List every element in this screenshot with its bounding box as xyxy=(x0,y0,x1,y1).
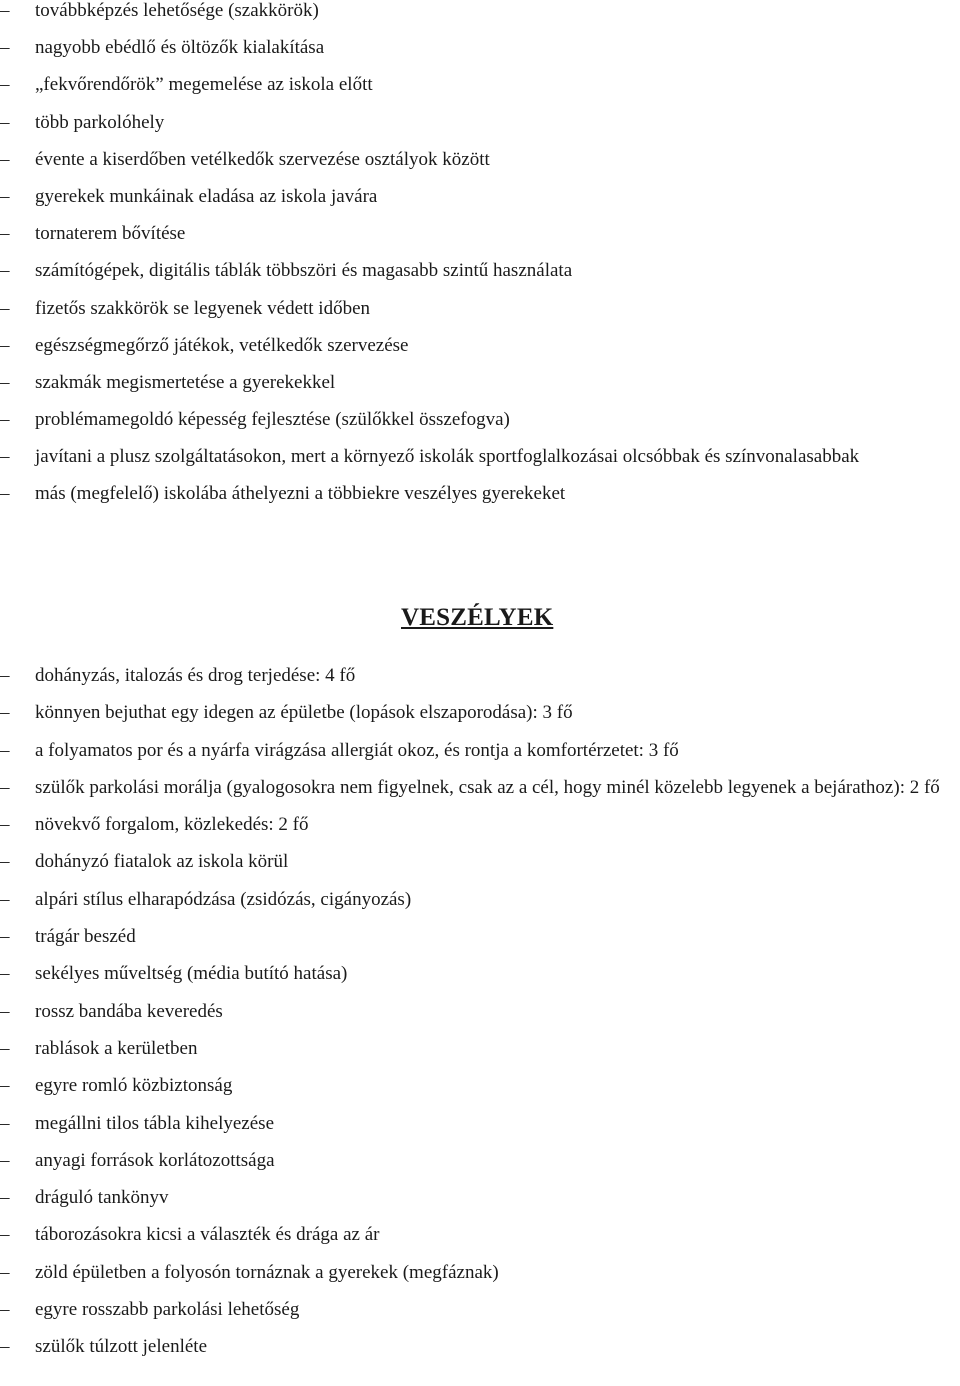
list-item-text: dohányzó fiatalok az iskola körül xyxy=(35,851,289,873)
dash-bullet: – xyxy=(0,0,10,21)
list-item xyxy=(0,222,960,246)
dash-bullet: – xyxy=(0,74,10,96)
dash-bullet: – xyxy=(0,1299,10,1321)
list-item-text: dohányzás, italozás és drog terjedése: 4 fő xyxy=(35,665,356,686)
list-item-text: szakmák megismertetése a gyerekekkel xyxy=(35,371,336,393)
dash-bullet: – xyxy=(0,851,10,873)
list-item xyxy=(0,0,960,23)
list-item xyxy=(0,1074,960,1098)
dash-bullet: – xyxy=(0,1187,10,1209)
list-item-text: más (megfelelő) iskolába áthelyezni a többiekre veszélyes gyerekeket xyxy=(35,483,566,505)
list-item-text: táborozásokra kicsi a választék és drága az ár xyxy=(35,1224,380,1246)
dash-bullet: – xyxy=(0,446,10,468)
dash-bullet: – xyxy=(0,1149,10,1171)
list-item-text: rablások a kerületben xyxy=(35,1037,198,1059)
dash-bullet: – xyxy=(0,665,10,686)
dash-bullet: – xyxy=(0,185,10,207)
dash-bullet: – xyxy=(0,1261,10,1283)
list-item xyxy=(0,148,960,172)
list-item-text: problémamegoldó képesség fejlesztése (szülőkkel összefogva) xyxy=(35,409,510,431)
dash-bullet: – xyxy=(0,1336,10,1358)
dash-bullet: – xyxy=(0,1112,10,1134)
dash-bullet: – xyxy=(0,223,10,245)
list-item xyxy=(0,371,960,395)
dash-bullet: – xyxy=(0,260,10,282)
list-item-text: könnyen bejuthat egy idegen az épületbe (lopások elszaporodása): 3 fő xyxy=(35,702,573,724)
dash-bullet: – xyxy=(0,148,10,170)
dash-bullet: – xyxy=(0,739,10,761)
dash-bullet: – xyxy=(0,1000,10,1022)
dash-bullet: – xyxy=(0,888,10,910)
list-item xyxy=(0,1000,960,1024)
list-item xyxy=(0,962,960,986)
list-item-text: „fekvőrendőrök” megemelése az iskola előtt xyxy=(35,74,373,96)
list-item xyxy=(0,185,960,209)
list-item xyxy=(0,1112,960,1136)
list-item-text: dráguló tankönyv xyxy=(35,1187,169,1209)
list-item-text: zöld épületben a folyosón tornáznak a gyerekek (megfáznak) xyxy=(35,1261,499,1283)
list-item-text: növekvő forgalom, közlekedés: 2 fő xyxy=(35,814,309,836)
dash-bullet: – xyxy=(0,483,10,505)
dash-bullet: – xyxy=(0,963,10,985)
list-item xyxy=(0,1186,960,1210)
list-item xyxy=(0,334,960,358)
list-item xyxy=(0,925,960,949)
threats-list xyxy=(0,664,960,1373)
list-item xyxy=(0,36,960,60)
list-item-text: több parkolóhely xyxy=(35,111,165,133)
list-item-text: javítani a plusz szolgáltatásokon, mert a környező iskolák sportfoglalkozásai olcsóbbak és színvonalasabbak xyxy=(35,446,860,468)
dash-bullet: – xyxy=(0,1224,10,1246)
list-item-text: a folyamatos por és a nyárfa virágzása allergiát okoz, és rontja a komfortérzetet: 3 fő xyxy=(35,739,679,761)
list-item xyxy=(0,850,960,874)
list-item xyxy=(0,1037,960,1061)
list-item-text: tornaterem bővítése xyxy=(35,223,186,245)
list-item xyxy=(0,739,960,763)
list-item xyxy=(0,813,960,837)
list-item xyxy=(0,111,960,135)
list-item-text: rossz bandába keveredés xyxy=(35,1000,223,1022)
list-item xyxy=(0,482,960,506)
list-item-text: gyerekek munkáinak eladása az iskola javára xyxy=(35,185,378,207)
list-item-text: szülők parkolási morálja (gyalogosokra nem figyelnek, csak az a cél, hogy minél közelebb legyenek a bejárathoz): 2 fő xyxy=(35,776,940,798)
list-item-text: trágár beszéd xyxy=(35,926,136,948)
list-item-text: egészségmegőrző játékok, vetélkedők szervezése xyxy=(35,334,409,356)
dash-bullet: – xyxy=(0,409,10,431)
list-item xyxy=(0,888,960,912)
list-item xyxy=(0,776,960,800)
list-item-text: továbbképzés lehetősége (szakkörök) xyxy=(35,0,319,21)
list-item-text: szülők túlzott jelenléte xyxy=(35,1336,208,1358)
list-item xyxy=(0,664,960,688)
section-title-veszelyek: VESZÉLYEK xyxy=(401,604,554,631)
list-item-text: fizetős szakkörök se legyenek védett időben xyxy=(35,297,371,319)
list-item xyxy=(0,1223,960,1247)
list-item xyxy=(0,297,960,321)
opportunities-list xyxy=(0,0,960,520)
dash-bullet: – xyxy=(0,371,10,393)
list-item-text: számítógépek, digitális táblák többszöri és magasabb szintű használata xyxy=(35,260,573,282)
dash-bullet: – xyxy=(0,1075,10,1097)
list-item-text: nagyobb ebédlő és öltözők kialakítása xyxy=(35,37,325,59)
list-item-text: egyre romló közbiztonság xyxy=(35,1075,233,1097)
list-item xyxy=(0,1335,960,1359)
list-item-text: sekélyes műveltség (média butító hatása) xyxy=(35,963,348,985)
dash-bullet: – xyxy=(0,702,10,724)
dash-bullet: – xyxy=(0,1037,10,1059)
list-item xyxy=(0,445,960,469)
list-item-text: évente a kiserdőben vetélkedők szervezése osztályok között xyxy=(35,148,490,170)
list-item-text: egyre rosszabb parkolási lehetőség xyxy=(35,1299,300,1321)
list-item xyxy=(0,259,960,283)
list-item-text: megállni tilos tábla kihelyezése xyxy=(35,1112,275,1134)
list-item xyxy=(0,1261,960,1285)
dash-bullet: – xyxy=(0,334,10,356)
list-item xyxy=(0,1149,960,1173)
list-item xyxy=(0,408,960,432)
dash-bullet: – xyxy=(0,814,10,836)
dash-bullet: – xyxy=(0,926,10,948)
list-item xyxy=(0,73,960,97)
list-item-text: anyagi források korlátozottsága xyxy=(35,1149,275,1171)
list-item-text: alpári stílus elharapódzása (zsidózás, cigányozás) xyxy=(35,888,412,910)
list-item xyxy=(0,1298,960,1322)
dash-bullet: – xyxy=(0,776,10,798)
list-item xyxy=(0,701,960,725)
dash-bullet: – xyxy=(0,111,10,133)
dash-bullet: – xyxy=(0,37,10,59)
dash-bullet: – xyxy=(0,297,10,319)
